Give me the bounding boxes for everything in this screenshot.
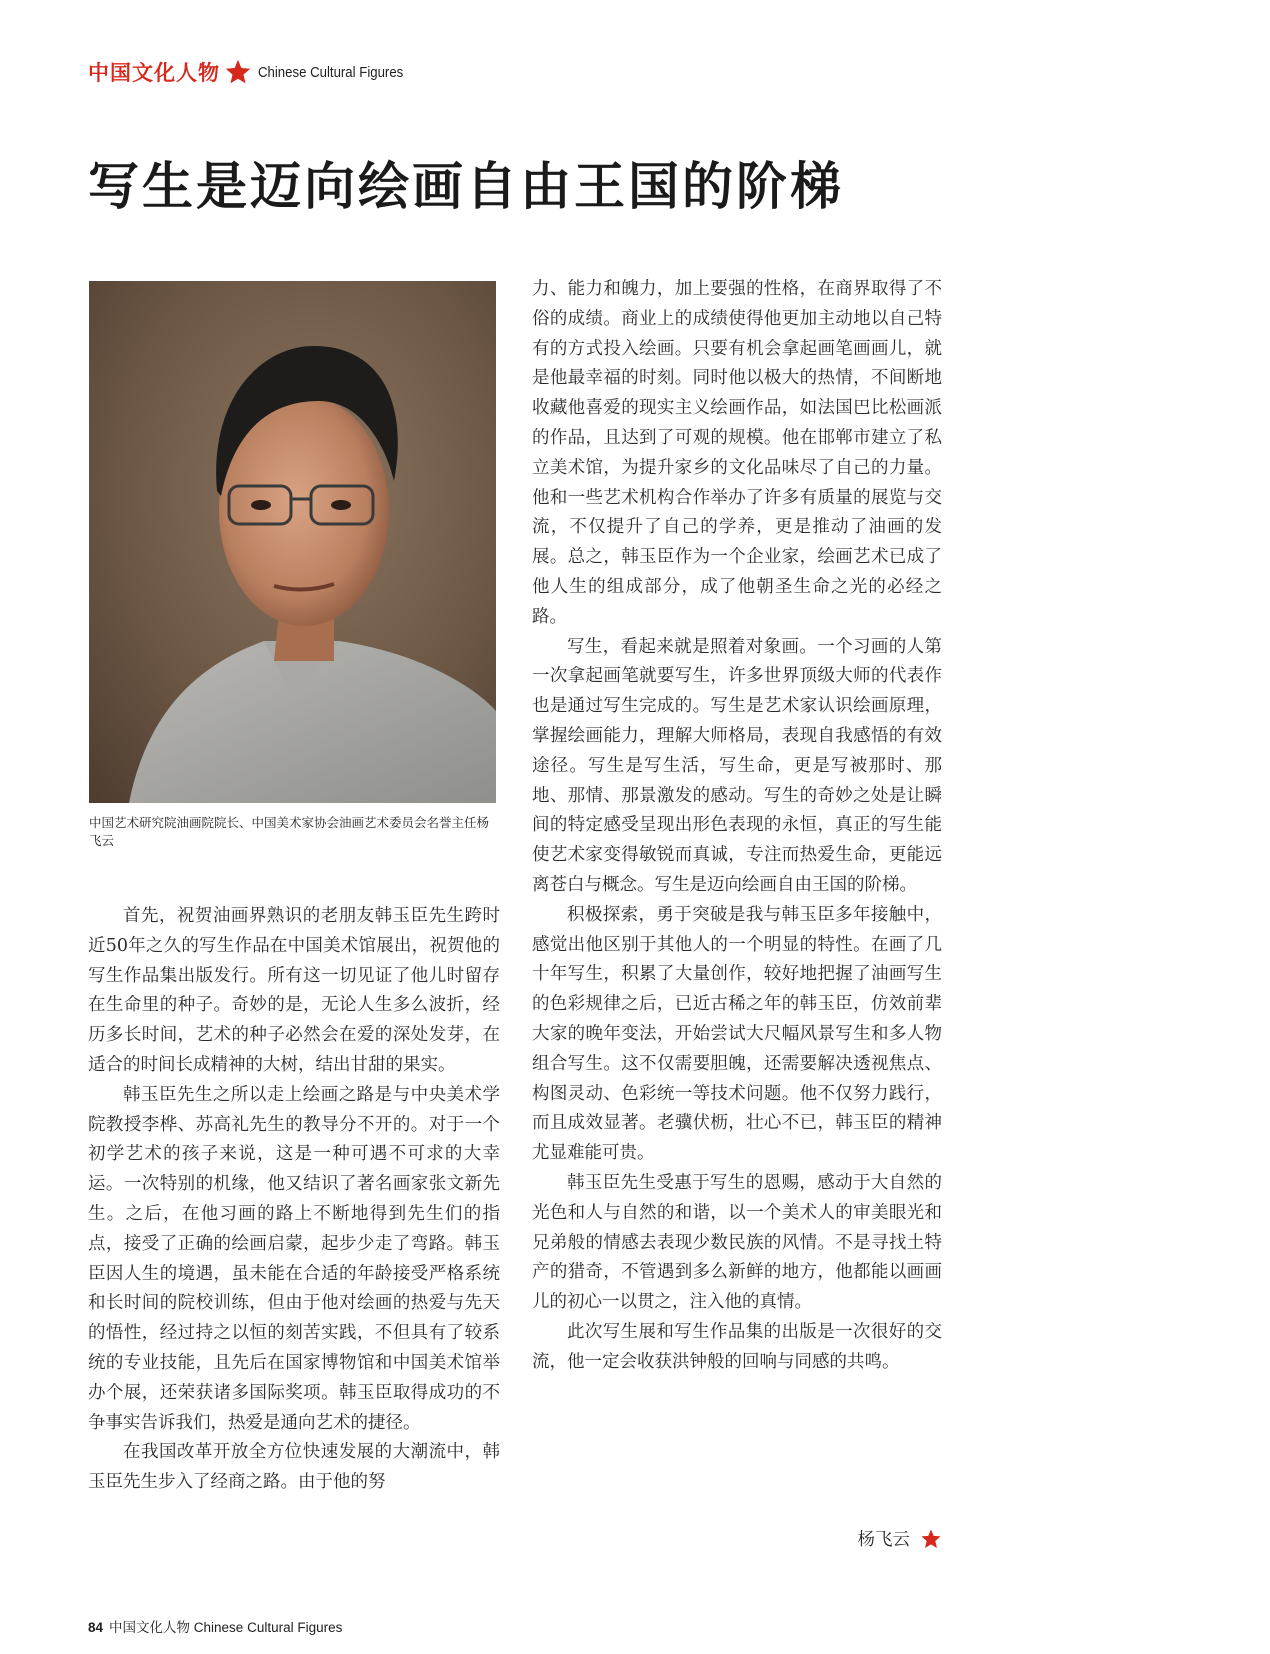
page-footer (88, 1616, 342, 1636)
red-star-icon (920, 1528, 942, 1550)
brand-english-name: Chinese Cultural Figures (258, 63, 404, 81)
paragraph: 写生，看起来就是照着对象画。一个习画的人第一次拿起画笔就要写生，许多世界顶级大师的代表作也是通过写生完成的。写生是艺术家认识绘画原理，掌握绘画能力，理解大师格局，表现自我感悟的有效途径。写生是写生活，写生命，更是写被那时、那地、那情、那景激发的感动。写生的奇妙之处是让瞬间的特定感受呈现出形色表现的永恒，真正的写生能使艺术家变得敏锐而真诚，专注而热爱生命，更能远离苍白与概念。写生是迈向绘画自由王国的阶梯。 (532, 636, 942, 895)
article-column-left (88, 902, 500, 1498)
brand-chinese-name: 中国文化人物 (88, 60, 220, 85)
page-number: 84 (88, 1620, 104, 1635)
footer-publication: 中国文化人物 Chinese Cultural Figures (109, 1620, 343, 1635)
portrait-photo (89, 281, 496, 803)
photo-caption: 中国艺术研究院油画院院长、中国美术家协会油画艺术委员会名誉主任杨飞云 (89, 815, 490, 848)
magazine-header (88, 54, 423, 90)
author-name: 杨飞云 (857, 1530, 910, 1550)
author-signature (800, 1526, 942, 1551)
paragraph: 在我国改革开放全方位快速发展的大潮流中，韩玉臣先生步入了经商之路。由于他的努 (88, 1442, 500, 1493)
article-title: 写生是迈向绘画自由王国的阶梯 (88, 157, 845, 217)
red-star-icon (224, 58, 252, 86)
paragraph: 韩玉臣先生之所以走上绘画之路是与中央美术学院教授李桦、苏高礼先生的教导分不开的。对于一个初学艺术的孩子来说，这是一种可遇不可求的大幸运。一次特别的机缘，他又结识了著名画家张文新先生。之后，在他习画的路上不断地得到先生们的指点，接受了正确的绘画启蒙，起步少走了弯路。韩玉臣因人生的境遇，虽未能在合适的年龄接受严格系统和长时间的院校训练，但由于他对绘画的热爱与先天的悟性，经过持之以恒的刻苦实践，不但具有了较系统的专业技能，且先后在国家博物馆和中国美术馆举办个展，还荣获诸多国际奖项。韩玉臣取得成功的不争事实告诉我们，热爱是通向艺术的捷径。 (88, 1084, 500, 1433)
paragraph: 力、能力和魄力，加上要强的性格，在商界取得了不俗的成绩。商业上的成绩使得他更加主动地以自己特有的方式投入绘画。只要有机会拿起画笔画画儿，就是他最幸福的时刻。同时他以极大的热情，不间断地收藏他喜爱的现实主义绘画作品，如法国巴比松画派的作品，且达到了可观的规模。他在邯郸市建立了私立美术馆，为提升家乡的文化品味尽了自己的力量。他和一些艺术机构合作举办了许多有质量的展览与交流，不仅提升了自己的学养，更是推动了油画的发展。总之，韩玉臣作为一个企业家，绘画艺术已成了他人生的组成部分，成了他朝圣生命之光的必经之路。 (532, 279, 942, 627)
article-column-right (532, 275, 942, 1377)
paragraph: 此次写生展和写生作品集的出版是一次很好的交流，他一定会收获洪钟般的回响与同感的共鸣。 (532, 1321, 942, 1372)
paragraph: 韩玉臣先生受惠于写生的恩赐，感动于大自然的光色和人与自然的和谐，以一个美术人的审美眼光和兄弟般的情感去表现少数民族的风情。不是寻找土特产的猎奇，不管遇到多么新鲜的地方，他都能以画画儿的初心一以贯之，注入他的真情。 (532, 1172, 942, 1313)
paragraph: 积极探索，勇于突破是我与韩玉臣多年接触中，感觉出他区别于其他人的一个明显的特性。在画了几十年写生，积累了大量创作，较好地把握了油画写生的色彩规律之后，已近古稀之年的韩玉臣，仿效前辈大家的晚年变法，开始尝试大尺幅风景写生和多人物组合写生。这不仅需要胆魄，还需要解决透视焦点、构图灵动、色彩统一等技术问题。他不仅努力践行，而且成效显著。老骥伏枥，壮心不已，韩玉臣的精神尤显难能可贵。 (532, 904, 942, 1164)
paragraph: 首先，祝贺油画界熟识的老朋友韩玉臣先生跨时近50年之久的写生作品在中国美术馆展出，祝贺他的写生作品集出版发行。所有这一切见证了他儿时留存在生命里的种子。奇妙的是，无论人生多么波折，经历多长时间，艺术的种子必然会在爱的深处发芽，在适合的时间长成精神的大树，结出甘甜的果实。 (88, 906, 500, 1075)
